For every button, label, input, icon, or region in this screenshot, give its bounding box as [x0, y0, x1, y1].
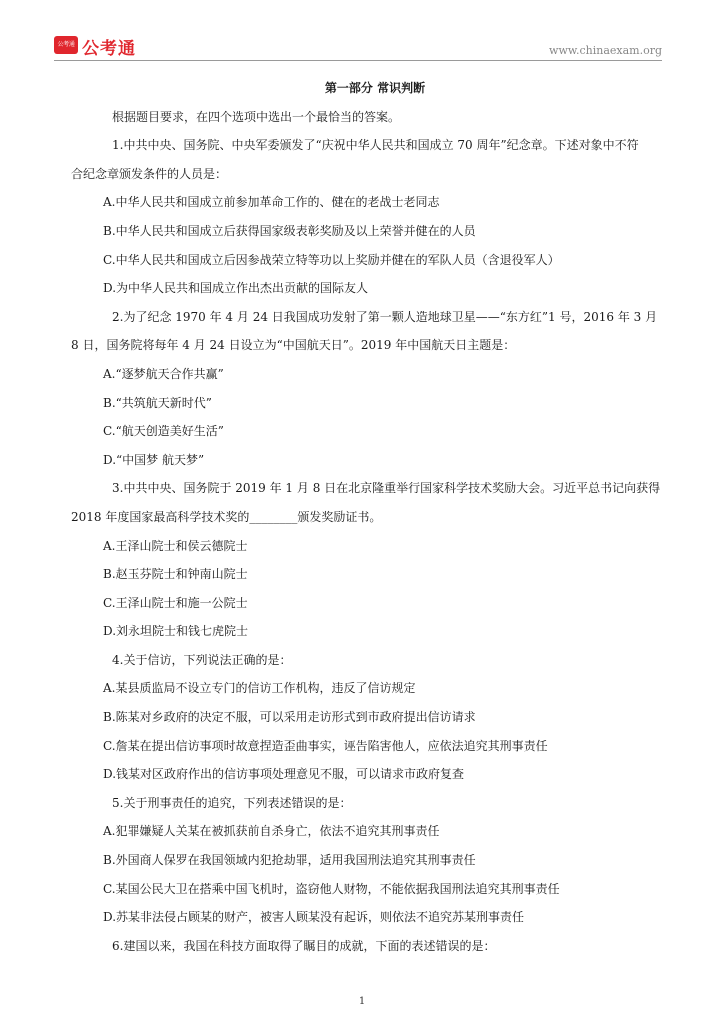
option: D.刘永坦院士和钱七虎院士: [103, 624, 249, 639]
option: B.赵玉芬院士和钟南山院士: [103, 567, 248, 582]
option: C.詹某在提出信访事项时故意捏造歪曲事实，诬告陷害他人，应依法追究其刑事责任: [103, 738, 548, 753]
instruction: 根据题目要求，在四个选项中选出一个最恰当的答案。: [112, 109, 401, 124]
option: B.“共筑航天新时代”: [103, 395, 212, 410]
question-stem: 4.关于信访，下列说法正确的是：: [112, 652, 292, 667]
option: A.犯罪嫌疑人关某在被抓获前自杀身亡，依法不追究其刑事责任: [103, 824, 440, 839]
question-stem: 6.建国以来，我国在科技方面取得了瞩目的成就，下面的表述错误的是：: [112, 938, 496, 953]
question-stem-continued: 2018 年度国家最高科学技术奖的________颁发奖励证书。: [71, 509, 382, 524]
page-header: [54, 34, 662, 60]
option: D.钱某对区政府作出的信访事项处理意见不服，可以请求市政府复查: [103, 767, 465, 782]
option: B.陈某对乡政府的决定不服，可以采用走访形式到市政府提出信访请求: [103, 710, 476, 725]
option: A.王泽山院士和侯云德院士: [103, 538, 248, 553]
question-stem-continued: 合纪念章颁发条件的人员是：: [71, 166, 228, 181]
header-divider: [54, 60, 662, 61]
question-stem: 5.关于刑事责任的追究，下列表述错误的是：: [112, 795, 352, 810]
option: A.“逐梦航天合作共赢”: [103, 366, 224, 381]
option: D.“中国梦 航天梦”: [103, 452, 205, 467]
question-stem: 2.为了纪念 1970 年 4 月 24 日我国成功发射了第一颗人造地球卫星——“东方红”1 号，2016 年 3 月: [112, 309, 658, 324]
site-url: www.chinaexam.org: [549, 44, 662, 57]
section-title: 第一部分 常识判断: [324, 81, 426, 95]
option: D.为中华人民共和国成立作出杰出贡献的国际友人: [103, 281, 369, 296]
document-body: [71, 74, 662, 960]
option: C.“航天创造美好生活”: [103, 424, 224, 439]
question-stem: 1.中共中央、国务院、中央军委颁发了“庆祝中华人民共和国成立 70 周年”纪念章。下述对象中不符: [112, 138, 639, 153]
option: D.苏某非法侵占顾某的财产，被害人顾某没有起诉，则依法不追究苏某刑事责任: [103, 910, 525, 925]
option: C.中华人民共和国成立后因参战荣立特等功以上奖励并健在的军队人员（含退役军人）: [103, 252, 560, 267]
page-number: 1: [358, 996, 366, 1007]
option: C.某国公民大卫在搭乘中国飞机时，盗窃他人财物，不能依据我国刑法追究其刑事责任: [103, 881, 560, 896]
option: A.某县质监局不设立专门的信访工作机构，违反了信访规定: [103, 681, 416, 696]
option: B.中华人民共和国成立后获得国家级表彰奖励及以上荣誉并健在的人员: [103, 223, 476, 238]
question-stem-continued: 8 日，国务院将每年 4 月 24 日设立为“中国航天日”。2019 年中国航天日主题是：: [71, 338, 516, 353]
logo-text: 公考通: [82, 39, 136, 59]
option: C.王泽山院士和施一公院士: [103, 595, 248, 610]
option: A.中华人民共和国成立前参加革命工作的、健在的老战士老同志: [103, 195, 440, 210]
logo-icon: 公考通: [54, 36, 78, 54]
question-stem: 3.中共中央、国务院于 2019 年 1 月 8 日在北京隆重举行国家科学技术奖励大会。习近平总书记向获得: [112, 481, 661, 496]
option: B.外国商人保罗在我国领域内犯抢劫罪，适用我国刑法追究其刑事责任: [103, 853, 476, 868]
